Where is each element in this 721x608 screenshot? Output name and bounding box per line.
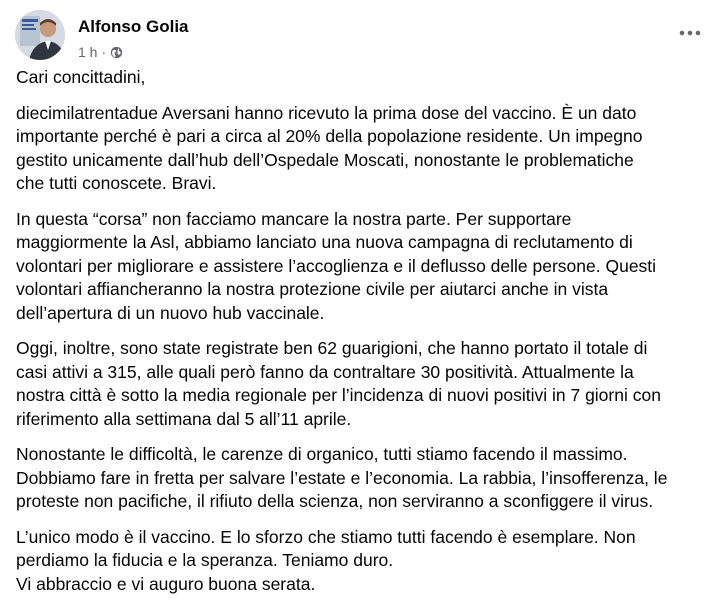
- globe-icon[interactable]: [110, 46, 123, 59]
- post-paragraph-greeting: Cari concittadini,: [16, 67, 146, 87]
- post-body: [16, 66, 716, 608]
- avatar[interactable]: [15, 10, 65, 60]
- post-timestamp[interactable]: 1 h: [78, 44, 98, 60]
- more-horizontal-icon: [679, 23, 701, 41]
- post-paragraph-vaccine-doses: diecimilatrentadue Aversani hanno ricevuto la prima dose del vaccino. È un dato importante perché è pari a circa al 20% della popolazione residente. Un impegno gestito unicamente dall’hub dell’Ospedale Moscati, nonostante le problematiche che tutti conoscete. Bravi.: [16, 102, 643, 193]
- avatar-image: [15, 10, 65, 60]
- post-paragraph-volunteers: In questa “corsa” non facciamo mancare la nostra parte. Per supportare maggiormente la Asl, abbiamo lanciato una nuova campagna di reclutamento di volontari per migliorare e assistere l’accoglienza e il deflusso delle persone. Questi volontari affiancheranno la nostra protezione civile per aiutarci anche in vista dell’apertura di un nuovo hub vaccinale.: [16, 208, 657, 323]
- post-paragraph-covid-stats: Oggi, inoltre, sono state registrate ben 62 guarigioni, che hanno portato il totale di casi attivi a 315, alle quali però fanno da contraltare 30 positività. Attualmente la nostra città è sotto la media regionale per l’incidenza di nuovi positivi in 7 giorni con riferimento alla settimana dal 5 all’11 aprile.: [16, 338, 661, 429]
- author-name[interactable]: Alfonso Golia: [78, 17, 189, 36]
- post-paragraph-difficulties: Nonostante le difficoltà, le carenze di organico, tutti stiamo facendo il massimo. Dobbiamo fare in fretta per salvare l’estate e l’economia. La rabbia, l’insofferenza, le proteste non pacifiche, il rifiuto della scienza, non serviranno a sconfiggere il virus.: [16, 444, 668, 511]
- more-options-button[interactable]: [676, 18, 704, 46]
- meta-separator: ·: [101, 44, 107, 60]
- post-header: [15, 10, 706, 60]
- post-meta: [78, 44, 123, 60]
- post-paragraph-closing: L’unico modo è il vaccino. E lo sforzo che stiamo tutti facendo è esemplare. Non perdiamo la fiducia e la speranza. Teniamo duro. Vi abbraccio e vi auguro buona serata.: [16, 526, 636, 594]
